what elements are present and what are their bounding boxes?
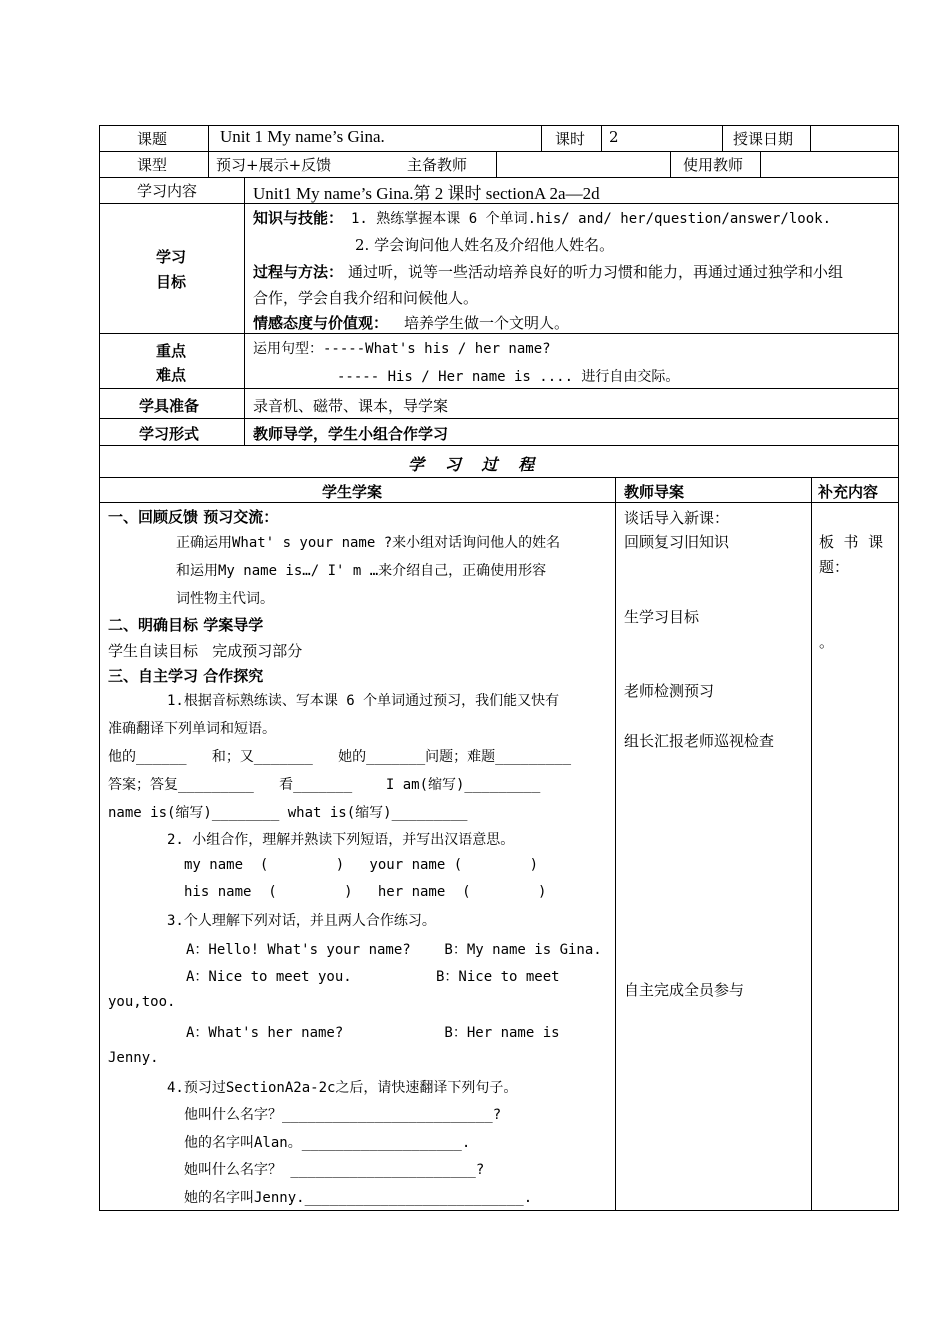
question-3-line: A：Nice to meet you. B：Nice to meet <box>186 969 560 985</box>
table-line <box>670 151 671 177</box>
question-1-line: 准确翻译下列单词和短语。 <box>108 721 276 737</box>
emotion-value: 培养学生做一个文明人。 <box>404 314 570 332</box>
topic-label: 课题 <box>137 130 168 148</box>
process-title: 学 习 过 程 <box>408 455 536 474</box>
table-line <box>496 151 497 177</box>
table-line <box>760 151 761 177</box>
table-line <box>99 388 899 389</box>
extra-column-header: 补充内容 <box>818 483 879 501</box>
tools-value: 录音机、磁带、课本，导学案 <box>253 397 449 415</box>
extra-note: 。 <box>819 633 835 651</box>
knowledge-label: 知识与技能： <box>253 209 344 227</box>
table-border-top <box>99 125 899 126</box>
table-border-right <box>898 125 899 1210</box>
teacher-note: 组长汇报老师巡视检查 <box>624 732 775 750</box>
content-value: Unit1 My name’s Gina.第 2 课时 sectionA 2a—2d <box>253 184 600 203</box>
lesson-type-value: 预习+展示+反馈 <box>216 156 332 174</box>
question-4-line: 她叫什么名字？ ______________________? <box>184 1162 485 1178</box>
question-3-line: A：What's her name? B：Her name is <box>186 1025 560 1041</box>
section-1-title: 一、回顾反馈 预习交流： <box>108 508 279 526</box>
period-value: 2 <box>609 128 619 146</box>
question-4-line: 他叫什么名字？_________________________? <box>184 1107 502 1123</box>
table-line <box>811 477 812 1210</box>
knowledge-item-2: 2. 学会询问他人姓名及介绍他人姓名。 <box>355 236 615 254</box>
question-1-line: 答案；答复_________ 看_______ I am(缩写)_________ <box>108 777 541 793</box>
lead-teacher-label: 主备教师 <box>407 156 468 174</box>
date-label: 授课日期 <box>733 130 794 148</box>
process-method-label: 过程与方法： <box>253 263 344 281</box>
table-line <box>722 125 723 151</box>
section-1-line: 词性物主代词。 <box>176 591 274 607</box>
question-2-line: 2. 小组合作，理解并熟读下列短语，并写出汉语意思。 <box>167 832 515 848</box>
teacher-note: 回顾复习旧知识 <box>624 533 730 551</box>
table-line <box>208 125 209 151</box>
question-3-line: Jenny. <box>108 1050 159 1066</box>
table-line <box>99 418 899 419</box>
lesson-type-label: 课型 <box>137 156 168 174</box>
question-2-line: my name ( ) your name ( ) <box>184 857 539 873</box>
knowledge-item-1: 1. 熟练掌握本课 6 个单词.his/ and/ her/question/answer/look. <box>351 211 832 227</box>
keypoint-label-2: 难点 <box>156 366 187 384</box>
student-column-header: 学生学案 <box>322 483 383 501</box>
objectives-label-2: 目标 <box>156 273 187 291</box>
extra-note: 题： <box>819 558 850 576</box>
teacher-column-header: 教师导案 <box>624 483 685 501</box>
question-3-line: 3.个人理解下列对话，并且两人合作练习。 <box>167 913 436 929</box>
question-4-line: 4.预习过SectionA2a-2c之后，请快速翻译下列句子。 <box>167 1080 518 1096</box>
section-1-line: 正确运用What' s your name ?来小组对话询问他人的姓名 <box>176 535 561 551</box>
period-label: 课时 <box>555 130 586 148</box>
section-2-line: 学生自读目标 完成预习部分 <box>108 642 303 660</box>
table-line <box>810 125 811 151</box>
question-4-line: 她的名字叫Jenny.__________________________. <box>184 1190 533 1206</box>
question-4-line: 他的名字叫Alan。___________________. <box>184 1135 471 1151</box>
teacher-note: 谈话导入新课： <box>624 509 730 527</box>
table-line <box>99 477 899 478</box>
table-line <box>541 125 542 151</box>
keypoint-label-1: 重点 <box>156 342 187 360</box>
teacher-note: 老师检测预习 <box>624 682 715 700</box>
question-3-line: you,too. <box>108 994 176 1010</box>
emotion-label: 情感态度与价值观： <box>253 314 389 332</box>
topic-value: Unit 1 My name’s Gina. <box>220 127 385 146</box>
process-method-line-2: 合作，学会自我介绍和问候他人。 <box>253 289 479 307</box>
question-1-line: 1.根据音标熟练读、写本课 6 个单词通过预习，我们能又快有 <box>167 693 560 709</box>
section-3-title: 三、自主学习 合作探究 <box>108 667 264 685</box>
form-label: 学习形式 <box>139 425 200 443</box>
process-method-line-1: 通过听，说等一些活动培养良好的听力习惯和能力，再通过通过独学和小组 <box>348 263 844 281</box>
table-border-left <box>99 125 100 1210</box>
teacher-note: 生学习目标 <box>624 608 700 626</box>
table-line <box>99 177 899 178</box>
question-1-line: 他的______ 和；又_______ 她的_______问题；难题_________ <box>108 749 572 765</box>
table-line <box>99 151 899 152</box>
form-value: 教师导学，学生小组合作学习 <box>253 425 449 443</box>
section-2-title: 二、明确目标 学案导学 <box>108 616 264 634</box>
table-line <box>244 177 245 445</box>
tools-label: 学具准备 <box>139 397 200 415</box>
question-1-line: name is(缩写)________ what is(缩写)_________ <box>108 805 468 821</box>
content-label: 学习内容 <box>137 182 198 200</box>
section-1-line: 和运用My name is…/ I' m …来介绍自己，正确使用形容 <box>176 563 547 579</box>
objectives-label-1: 学习 <box>156 248 187 266</box>
question-3-line: A：Hello! What's your name? B：My name is Gina. <box>186 942 602 958</box>
table-line <box>601 125 602 151</box>
table-line <box>615 477 616 1210</box>
keypoint-line-2: ----- His / Her name is .... 进行自由交际。 <box>337 369 680 385</box>
teacher-note: 自主完成全员参与 <box>624 981 745 999</box>
user-teacher-label: 使用教师 <box>683 156 744 174</box>
keypoint-line-1: 运用句型：-----What's his / her name? <box>253 341 551 357</box>
extra-note: 板 书 课 <box>819 533 884 551</box>
question-2-line: his name ( ) her name ( ) <box>184 884 547 900</box>
table-line <box>99 502 899 503</box>
table-line <box>99 445 899 446</box>
table-border-bottom <box>99 1210 899 1211</box>
table-line <box>99 333 899 334</box>
table-line <box>208 151 209 177</box>
